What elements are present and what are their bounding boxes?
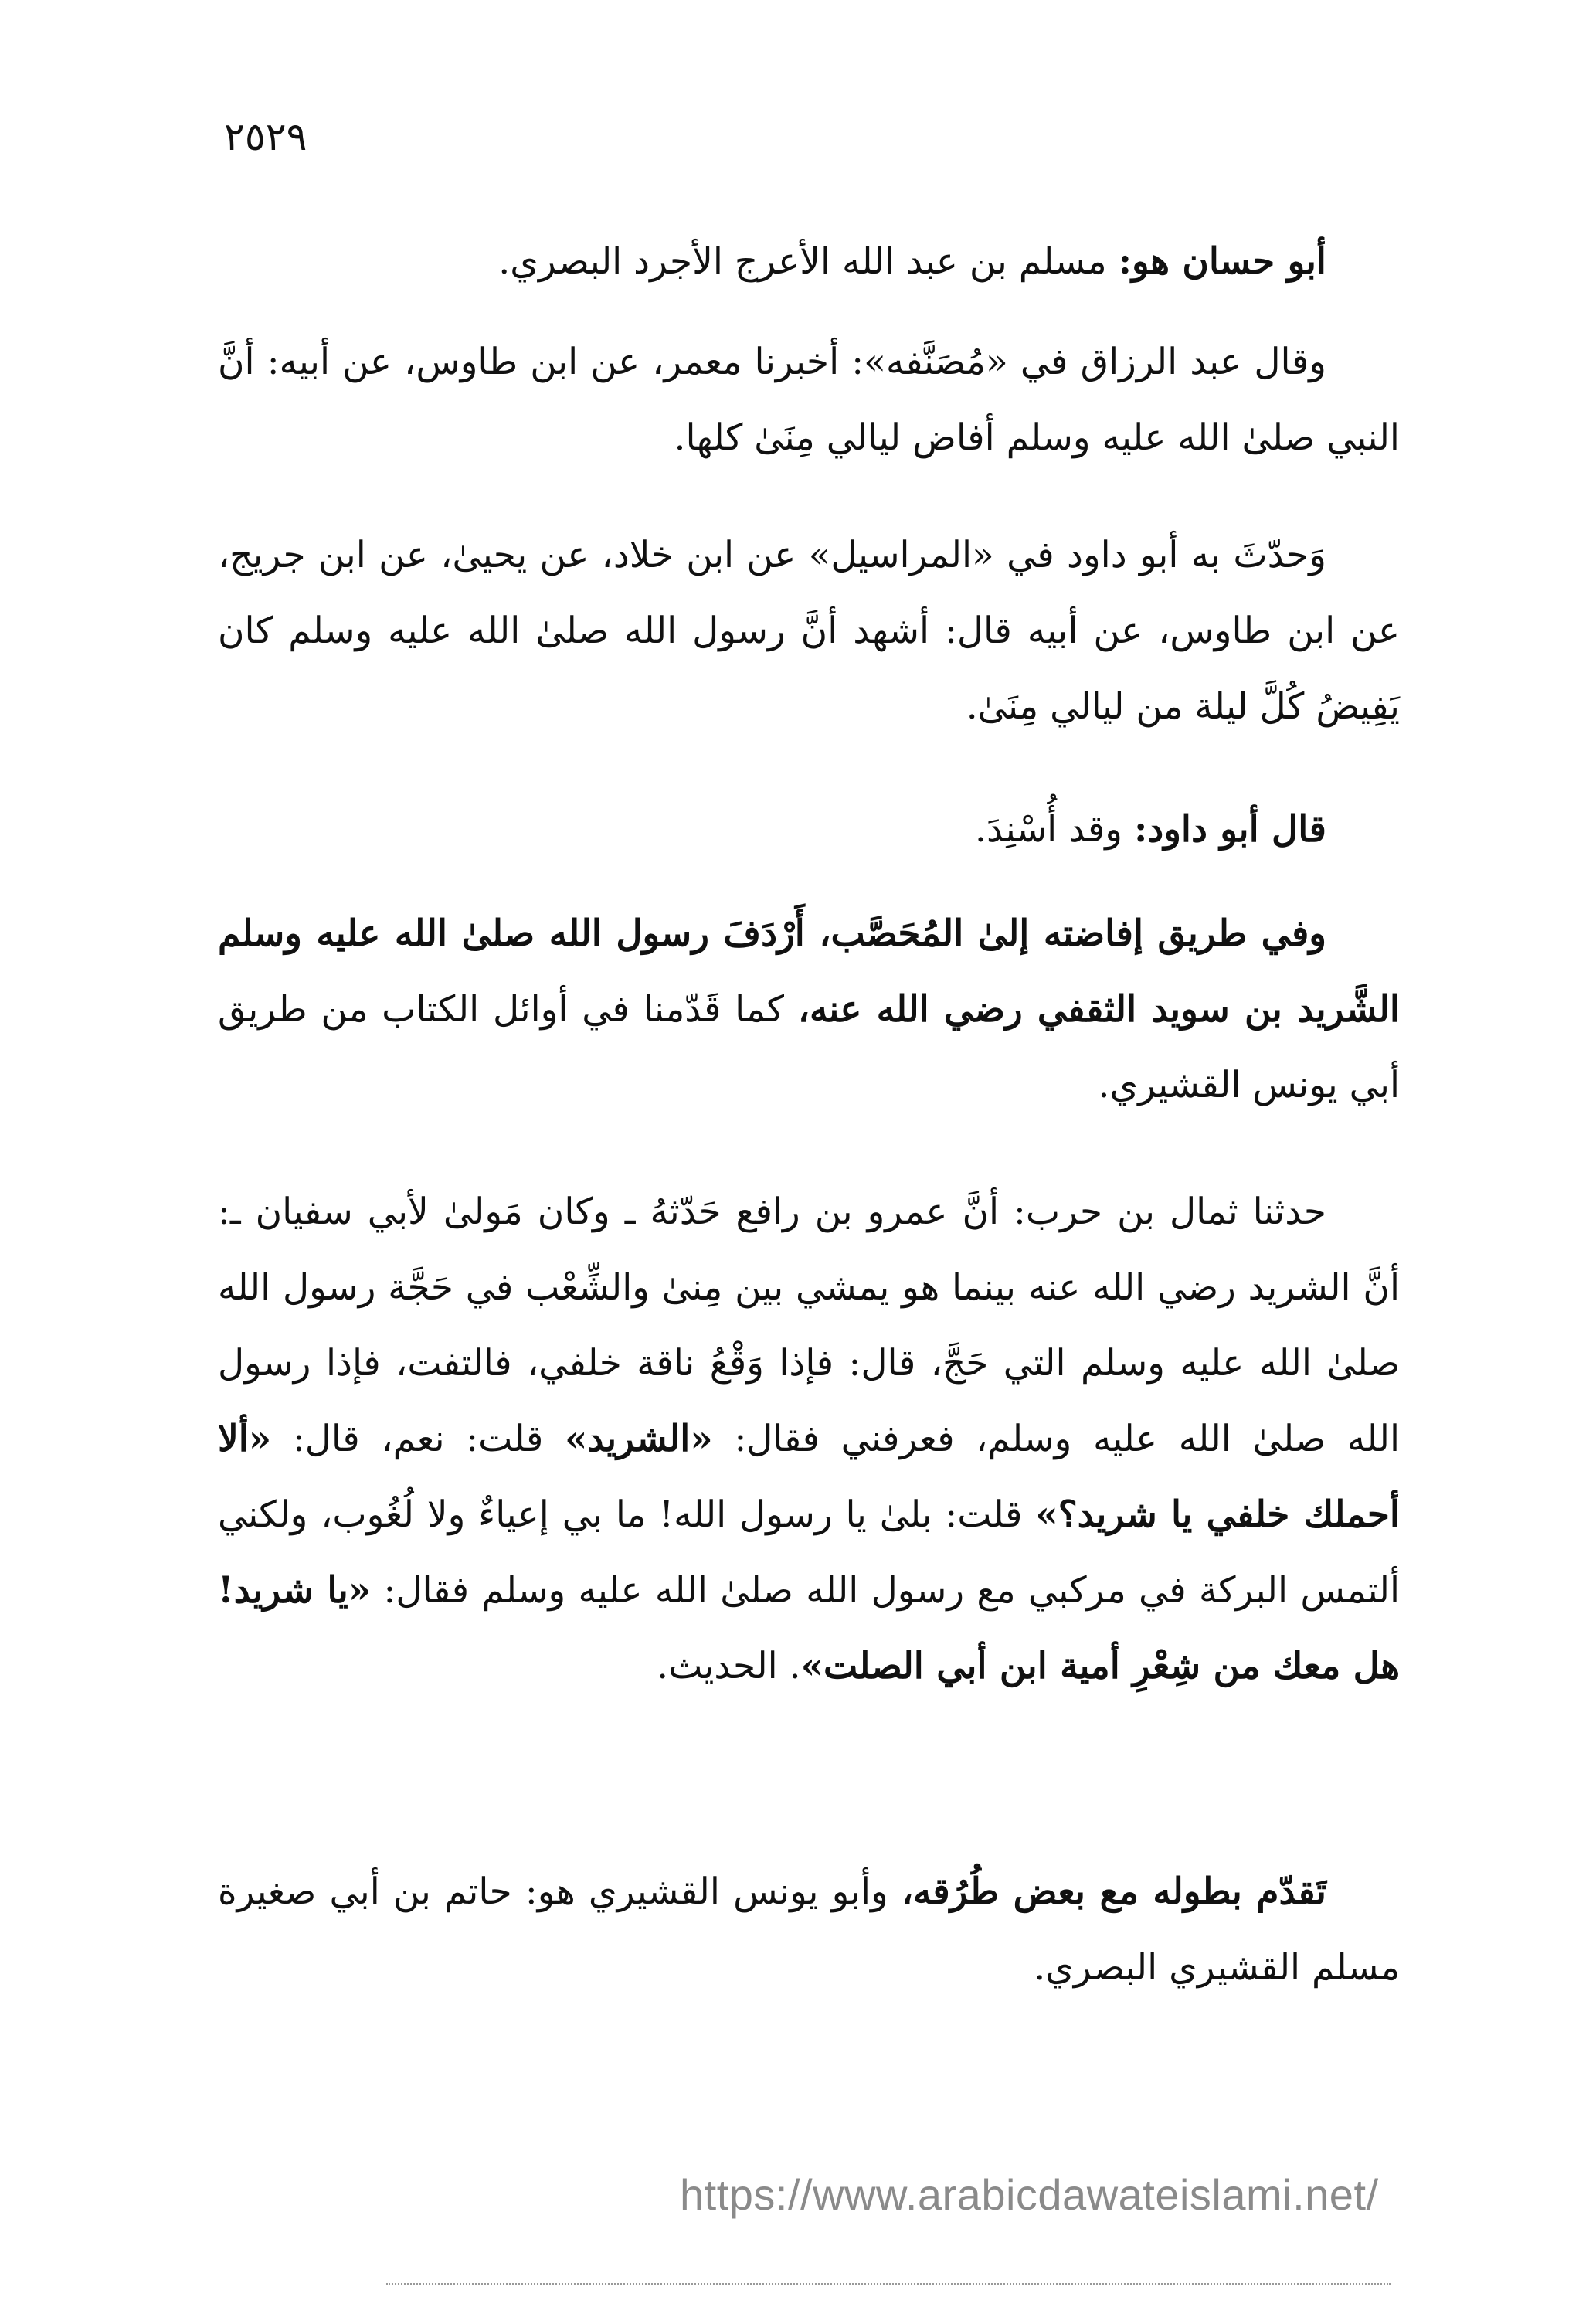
page-number: ٢٥٢٩ (224, 114, 307, 159)
paragraph-text: مسلم بن عبد الله الأعرج الأجرد البصري. (498, 240, 1119, 283)
paragraph-text-bold: قال أبو داود: (1133, 808, 1326, 851)
paragraph-abd-al-razzaq (218, 324, 1400, 476)
paragraph-hadith-sharid (218, 1174, 1400, 1704)
paragraph-text: وقال عبد الرزاق في «مُصَنَّفه»: أخبرنا معمر، عن ابن طاوس، عن أبيه: أنَّ النبي صلىٰ الله عليه وسلم أفاض ليالي مِنَىٰ كلها. (218, 341, 1400, 459)
paragraph-text-bold: وفي طريق إفاضته إلىٰ المُحَصَّب، أَرْدَفَ رسول الله صلىٰ الله عليه وسلم الشَّريد بن سويد الثقفي رضي الله عنه، (218, 912, 1400, 1031)
paragraph-text: . الحديث. (657, 1645, 801, 1687)
paragraph-text: وقد أُسْنِدَ. (975, 808, 1134, 851)
watermark-url: https://www.arabicdawateislami.net/ (680, 2170, 1379, 2219)
paragraph-text: قلت: بلىٰ يا رسول الله! ما بي إعياءٌ ولا لُغُوب، ولكني ألتمس البركة في مركبي مع رسول الله صلىٰ الله عليه وسلم فقال: (218, 1493, 1400, 1612)
paragraph-text-bold: أبو حسان هو: (1118, 240, 1326, 283)
paragraph-abu-yunus (218, 1854, 1400, 2006)
paragraph-abu-dawud-said (218, 792, 1400, 868)
paragraph-text: قلت: نعم، قال: (271, 1418, 565, 1460)
paragraph-text-bold: «يا شريد! هل معك من شِعْرِ أمية ابن أبي الصلت» (218, 1569, 1400, 1687)
paragraph-abu-dawud-marasil (218, 518, 1400, 745)
paragraph-muhassab (218, 896, 1400, 1123)
page-bottom-divider (386, 2283, 1391, 2285)
paragraph-text-bold: «الشريد» (565, 1418, 713, 1460)
paragraph-text-bold: «ألا أحملك خلفي يا شريد؟» (218, 1418, 1400, 1536)
paragraph-abu-hassan (218, 224, 1400, 300)
paragraph-text: حدثنا ثمال بن حرب: أنَّ عمرو بن رافع حَدّثهُ ـ وكان مَولىٰ لأبي سفيان ـ: أنَّ الشريد رضي الله عنه بينما هو يمشي بين مِنىٰ والشِّعْب في حَجَّة رسول الله صلىٰ الله عليه وسلم التي حَجَّ، قال: فإذا وَقْعُ ناقة خلفي، فالتفت، فإذا رسول الله صلىٰ الله عليه وسلم، فعرفني فقال: (218, 1191, 1400, 1460)
paragraph-text: وَحدّثَ به أبو داود في «المراسيل» عن ابن خلاد، عن يحيىٰ، عن ابن جريج، عن ابن طاوس، عن أبيه قال: أشهد أنَّ رسول الله صلىٰ الله عليه وسلم كان يَفِيضُ كُلَّ ليلة من ليالي مِنَىٰ. (218, 534, 1400, 728)
paragraph-text: وأبو يونس القشيري هو: حاتم بن أبي صغيرة مسلم القشيري البصري. (218, 1870, 1400, 1989)
paragraph-text: كما قَدّمنا في أوائل الكتاب من طريق أبي يونس القشيري. (218, 988, 1400, 1106)
paragraph-text-bold: تَقدّم بطوله مع بعض طُرُقه، (901, 1870, 1326, 1913)
